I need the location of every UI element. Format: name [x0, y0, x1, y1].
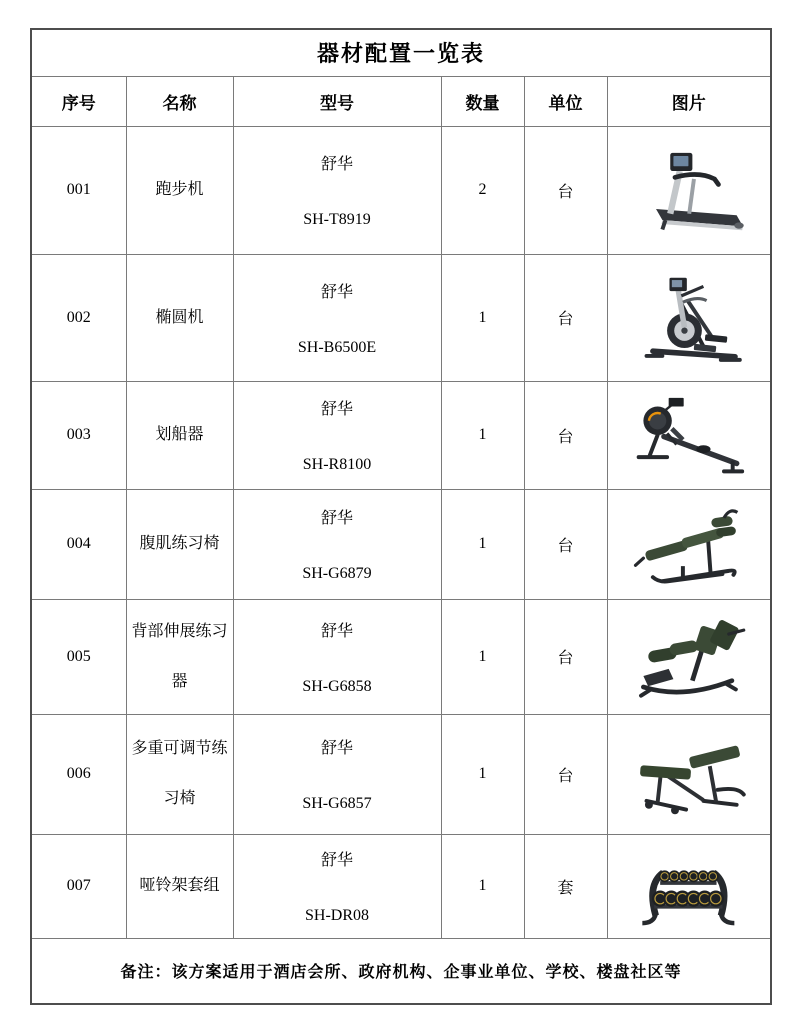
cell-name: 背部伸展练习器 — [126, 599, 233, 714]
col-header-model: 型号 — [233, 76, 441, 126]
cell-no: 002 — [31, 254, 126, 381]
table-row — [31, 381, 771, 489]
cell-unit: 台 — [524, 254, 607, 381]
cell-model — [233, 381, 441, 489]
brand-label: 舒华 — [320, 740, 353, 757]
back-extension-icon — [626, 608, 752, 706]
col-header-unit: 单位 — [524, 76, 607, 126]
cell-unit: 台 — [524, 381, 607, 489]
cell-model — [233, 489, 441, 599]
model-label: SH-B6500E — [297, 338, 377, 356]
note-row — [31, 938, 771, 1004]
brand-label: 舒华 — [320, 510, 353, 527]
model-label: SH-DR08 — [304, 907, 369, 924]
col-header-image: 图片 — [607, 76, 771, 126]
brand-label: 舒华 — [320, 852, 353, 869]
cell-image — [607, 599, 771, 714]
treadmill-icon — [626, 141, 752, 239]
cell-unit: 台 — [524, 714, 607, 834]
elliptical-icon — [626, 269, 752, 367]
table-row — [31, 126, 771, 254]
cell-name: 椭圆机 — [126, 254, 233, 381]
cell-image — [607, 381, 771, 489]
cell-model — [233, 254, 441, 381]
brand-label: 舒华 — [320, 622, 353, 640]
col-header-qty: 数量 — [441, 76, 524, 126]
header-row — [31, 76, 771, 126]
cell-image — [607, 126, 771, 254]
col-header-no: 序号 — [31, 76, 126, 126]
cell-qty: 2 — [441, 126, 524, 254]
cell-model — [233, 599, 441, 714]
cell-qty: 1 — [441, 599, 524, 714]
adjustable-bench-icon — [626, 725, 752, 823]
table-row — [31, 714, 771, 834]
cell-qty: 1 — [441, 834, 524, 938]
cell-image — [607, 714, 771, 834]
cell-unit: 台 — [524, 489, 607, 599]
rower-icon — [626, 386, 752, 484]
note-text: 备注：该方案适用于酒店会所、政府机构、企事业单位、学校、楼盘社区等 — [31, 938, 771, 1004]
table-row — [31, 834, 771, 938]
cell-model — [233, 126, 441, 254]
page-title: 器材配置一览表 — [31, 29, 771, 76]
cell-name: 划船器 — [126, 381, 233, 489]
model-label: SH-T8919 — [303, 211, 371, 228]
cell-unit: 台 — [524, 599, 607, 714]
brand-label: 舒华 — [320, 156, 353, 173]
cell-image — [607, 254, 771, 381]
cell-qty: 1 — [441, 254, 524, 381]
cell-name: 多重可调节练习椅 — [126, 714, 233, 834]
cell-unit: 台 — [524, 126, 607, 254]
equipment-table — [30, 28, 772, 1005]
cell-image — [607, 834, 771, 938]
cell-no: 005 — [31, 599, 126, 714]
cell-name: 跑步机 — [126, 126, 233, 254]
model-label: SH-G6858 — [302, 677, 372, 695]
model-label: SH-R8100 — [302, 456, 372, 473]
cell-no: 007 — [31, 834, 126, 938]
title-row — [31, 29, 771, 76]
brand-label: 舒华 — [320, 401, 353, 418]
model-label: SH-G6879 — [302, 565, 372, 582]
cell-no: 001 — [31, 126, 126, 254]
col-header-name: 名称 — [126, 76, 233, 126]
cell-unit: 套 — [524, 834, 607, 938]
cell-no: 004 — [31, 489, 126, 599]
cell-name: 腹肌练习椅 — [126, 489, 233, 599]
table-row — [31, 489, 771, 599]
cell-name: 哑铃架套组 — [126, 834, 233, 938]
dumbbell-rack-icon — [629, 840, 748, 932]
cell-qty: 1 — [441, 714, 524, 834]
cell-no: 003 — [31, 381, 126, 489]
cell-model — [233, 714, 441, 834]
cell-qty: 1 — [441, 489, 524, 599]
cell-no: 006 — [31, 714, 126, 834]
cell-model — [233, 834, 441, 938]
table-row — [31, 254, 771, 381]
cell-image — [607, 489, 771, 599]
brand-label: 舒华 — [320, 283, 353, 301]
ab-bench-icon — [626, 495, 752, 593]
table-row — [31, 599, 771, 714]
cell-qty: 1 — [441, 381, 524, 489]
model-label: SH-G6857 — [302, 795, 372, 812]
